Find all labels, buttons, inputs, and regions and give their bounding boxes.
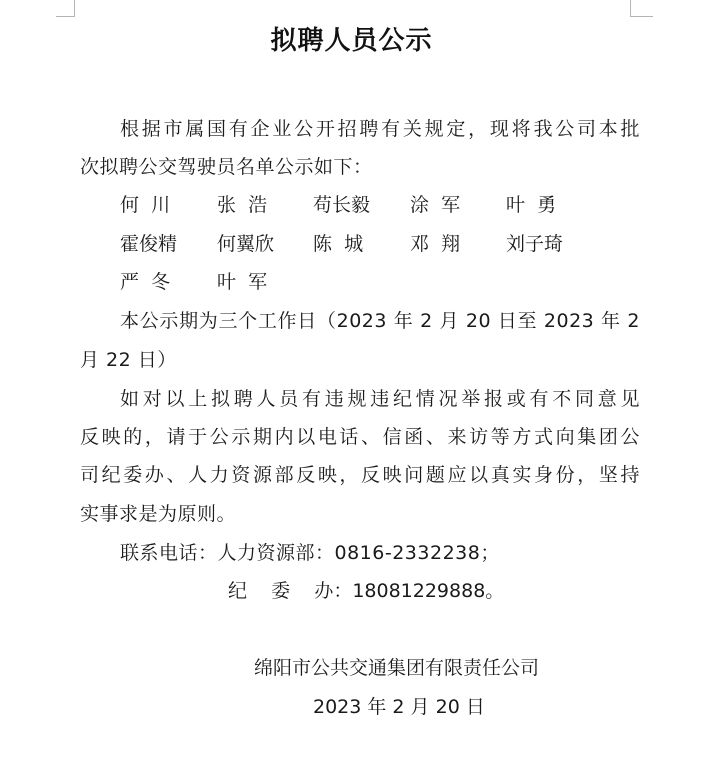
intro-line-1: 根据市属国有企业公开招聘有关规定，现将我公司本批	[120, 118, 640, 140]
page-corner-mark-right	[630, 0, 653, 17]
contact-discipline-line: 纪 委 办：18081229888。	[228, 580, 505, 602]
names-row-1	[120, 190, 640, 218]
name-item: 霍俊精	[120, 233, 178, 255]
name-item: 陈 城	[313, 233, 364, 255]
name-item: 邓 翔	[410, 233, 461, 255]
name-item: 叶 勇	[506, 194, 557, 216]
name-item: 叶 军	[217, 271, 268, 293]
report-line-2: 反映的，请于公示期内以电话、信函、来访等方式向集团公	[80, 426, 640, 448]
names-row-3	[120, 267, 640, 295]
report-line-1: 如对以上拟聘人员有违规违纪情况举报或有不同意见	[120, 388, 640, 410]
name-item: 苟长毅	[313, 194, 371, 216]
names-row-2	[120, 229, 640, 257]
intro-line-2: 次拟聘公交驾驶员名单公示如下：	[80, 156, 373, 178]
document-title: 拟聘人员公示	[270, 26, 433, 56]
name-item: 何翼欣	[217, 233, 275, 255]
name-item: 刘子琦	[506, 233, 564, 255]
signature-organization: 绵阳市公共交通集团有限责任公司	[254, 657, 540, 679]
name-item: 何 川	[120, 194, 171, 216]
report-line-3: 司纪委办、人力资源部反映，反映问题应以真实身份，坚持	[80, 464, 640, 486]
period-line-1: 本公示期为三个工作日（2023 年 2 月 20 日至 2023 年 2	[120, 310, 640, 332]
name-item: 涂 军	[410, 194, 461, 216]
contact-hr-line: 联系电话：人力资源部：0816-2332238；	[120, 542, 500, 564]
page-corner-mark-left	[56, 0, 75, 17]
signature-date: 2023 年 2 月 20 日	[313, 696, 485, 718]
period-line-2: 月 22 日）	[80, 349, 177, 371]
name-item: 张 浩	[217, 194, 268, 216]
name-item: 严 冬	[120, 271, 171, 293]
report-line-4: 实事求是为原则。	[80, 503, 237, 525]
